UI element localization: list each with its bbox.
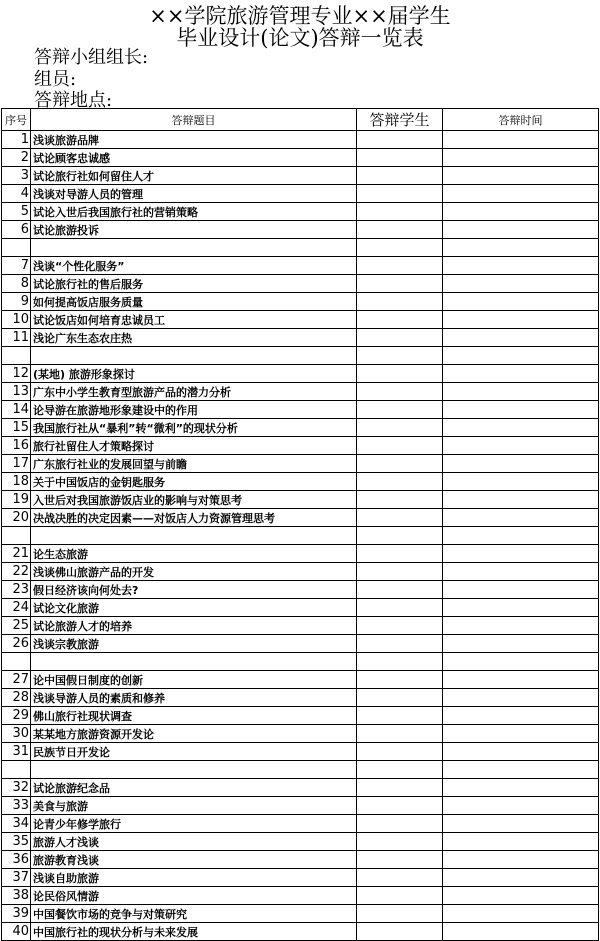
- table-row: [2, 671, 599, 689]
- row-topic-cell: 论生态旅游: [31, 545, 357, 563]
- row-student-cell: [357, 275, 443, 293]
- table-row: [2, 635, 599, 653]
- row-time-cell: [443, 815, 599, 833]
- row-topic-cell: 浅谈佛山旅游产品的开发: [31, 563, 357, 581]
- row-number-cell: 22: [2, 563, 31, 581]
- row-student-cell: [357, 923, 443, 941]
- row-number-cell: 4: [2, 185, 31, 203]
- row-number-cell: 17: [2, 455, 31, 473]
- row-number-cell: 36: [2, 851, 31, 869]
- row-number-cell: 33: [2, 797, 31, 815]
- row-number-cell: 18: [2, 473, 31, 491]
- document-title-line2: 毕业设计(论文)答辩一览表: [176, 26, 424, 50]
- table-row: [2, 689, 599, 707]
- row-time-cell: [443, 203, 599, 221]
- table-row: [2, 815, 599, 833]
- table-row: [2, 239, 599, 257]
- row-student-cell: [357, 779, 443, 797]
- row-number-cell: 2: [2, 149, 31, 167]
- row-time-cell: [443, 275, 599, 293]
- row-time-cell: [443, 743, 599, 761]
- table-row: [2, 545, 599, 563]
- document-title-line1: ××学院旅游管理专业××届学生: [149, 4, 451, 28]
- column-header-student: 答辩学生: [357, 109, 443, 131]
- table-row: [2, 743, 599, 761]
- row-student-cell: [357, 347, 443, 365]
- row-time-cell: [443, 365, 599, 383]
- row-topic-cell: 论中国假日制度的创新: [31, 671, 357, 689]
- row-student-cell: [357, 635, 443, 653]
- group-members-label: 组员:: [34, 69, 77, 90]
- row-time-cell: [443, 167, 599, 185]
- row-student-cell: [357, 905, 443, 923]
- row-time-cell: [443, 455, 599, 473]
- table-row: [2, 599, 599, 617]
- row-time-cell: [443, 419, 599, 437]
- row-topic-cell: 假日经济该向何处去?: [31, 581, 357, 599]
- table-row: [2, 347, 599, 365]
- row-student-cell: [357, 473, 443, 491]
- row-time-cell: [443, 257, 599, 275]
- row-time-cell: [443, 293, 599, 311]
- row-number-cell: 14: [2, 401, 31, 419]
- row-topic-cell: 试论顾客忠诚感: [31, 149, 357, 167]
- row-topic-cell: 中国餐饮市场的竞争与对策研究: [31, 905, 357, 923]
- row-time-cell: [443, 761, 599, 779]
- row-topic-cell: [31, 347, 357, 365]
- row-topic-cell: 中国旅行社的现状分析与未来发展: [31, 923, 357, 941]
- table-row: [2, 275, 599, 293]
- row-number-cell: 5: [2, 203, 31, 221]
- row-student-cell: [357, 599, 443, 617]
- row-time-cell: [443, 185, 599, 203]
- row-number-cell: [2, 347, 31, 365]
- table-row: [2, 257, 599, 275]
- row-number-cell: 12: [2, 365, 31, 383]
- row-student-cell: [357, 743, 443, 761]
- row-time-cell: [443, 833, 599, 851]
- table-row: [2, 131, 599, 149]
- row-number-cell: 25: [2, 617, 31, 635]
- row-time-cell: [443, 671, 599, 689]
- table-row: [2, 851, 599, 869]
- row-number-cell: 15: [2, 419, 31, 437]
- table-row: [2, 869, 599, 887]
- row-student-cell: [357, 455, 443, 473]
- column-header-number: 序号: [2, 109, 31, 131]
- row-student-cell: [357, 797, 443, 815]
- row-number-cell: 28: [2, 689, 31, 707]
- row-time-cell: [443, 221, 599, 239]
- row-number-cell: 24: [2, 599, 31, 617]
- row-time-cell: [443, 527, 599, 545]
- table-row: [2, 221, 599, 239]
- row-number-cell: [2, 761, 31, 779]
- row-number-cell: [2, 239, 31, 257]
- row-number-cell: 10: [2, 311, 31, 329]
- row-number-cell: 3: [2, 167, 31, 185]
- row-number-cell: 20: [2, 509, 31, 527]
- row-time-cell: [443, 491, 599, 509]
- row-number-cell: [2, 653, 31, 671]
- row-student-cell: [357, 149, 443, 167]
- row-topic-cell: 论民俗风情游: [31, 887, 357, 905]
- row-student-cell: [357, 293, 443, 311]
- row-topic-cell: 广东中小学生教育型旅游产品的潜力分析: [31, 383, 357, 401]
- row-student-cell: [357, 221, 443, 239]
- row-number-cell: 1: [2, 131, 31, 149]
- row-topic-cell: 我国旅行社从“暴利”转“微利”的现状分析: [31, 419, 357, 437]
- row-student-cell: [357, 257, 443, 275]
- table-body: [2, 131, 599, 941]
- table-row: [2, 185, 599, 203]
- row-time-cell: [443, 653, 599, 671]
- column-header-time: 答辩时间: [443, 109, 599, 131]
- row-student-cell: [357, 545, 443, 563]
- row-time-cell: [443, 617, 599, 635]
- row-time-cell: [443, 329, 599, 347]
- table-row: [2, 707, 599, 725]
- row-student-cell: [357, 509, 443, 527]
- row-topic-cell: 试论旅行社的售后服务: [31, 275, 357, 293]
- row-topic-cell: 浅谈导游人员的素质和修养: [31, 689, 357, 707]
- row-time-cell: [443, 707, 599, 725]
- table-header-row: [2, 109, 599, 131]
- row-topic-cell: 旅游教育浅谈: [31, 851, 357, 869]
- row-topic-cell: 试论饭店如何培育忠诚员工: [31, 311, 357, 329]
- row-topic-cell: 浅论广东生态农庄热: [31, 329, 357, 347]
- row-student-cell: [357, 653, 443, 671]
- table-row: [2, 329, 599, 347]
- row-number-cell: 32: [2, 779, 31, 797]
- table-row: [2, 203, 599, 221]
- row-topic-cell: 民族节日开发论: [31, 743, 357, 761]
- row-student-cell: [357, 833, 443, 851]
- table-row: [2, 887, 599, 905]
- table-row: [2, 491, 599, 509]
- row-student-cell: [357, 419, 443, 437]
- row-topic-cell: 佛山旅行社现状调查: [31, 707, 357, 725]
- row-student-cell: [357, 725, 443, 743]
- row-student-cell: [357, 185, 443, 203]
- row-number-cell: 30: [2, 725, 31, 743]
- row-student-cell: [357, 851, 443, 869]
- row-time-cell: [443, 401, 599, 419]
- row-number-cell: [2, 527, 31, 545]
- row-time-cell: [443, 347, 599, 365]
- row-number-cell: 26: [2, 635, 31, 653]
- row-student-cell: [357, 581, 443, 599]
- row-number-cell: 34: [2, 815, 31, 833]
- row-number-cell: 29: [2, 707, 31, 725]
- row-number-cell: 8: [2, 275, 31, 293]
- row-topic-cell: 旅游人才浅谈: [31, 833, 357, 851]
- row-number-cell: 39: [2, 905, 31, 923]
- table-row: [2, 473, 599, 491]
- group-leader-label: 答辩小组组长:: [34, 47, 149, 68]
- row-topic-cell: [31, 239, 357, 257]
- row-topic-cell: 试论旅游投诉: [31, 221, 357, 239]
- row-topic-cell: 论导游在旅游地形象建设中的作用: [31, 401, 357, 419]
- table-row: [2, 797, 599, 815]
- row-student-cell: [357, 707, 443, 725]
- row-topic-cell: 浅谈宗教旅游: [31, 635, 357, 653]
- row-topic-cell: 试论旅游纪念品: [31, 779, 357, 797]
- defense-location-label: 答辩地点:: [34, 90, 113, 111]
- row-time-cell: [443, 581, 599, 599]
- row-time-cell: [443, 239, 599, 257]
- row-time-cell: [443, 851, 599, 869]
- table-row: [2, 167, 599, 185]
- column-header-topic: 答辩题目: [31, 109, 357, 131]
- row-number-cell: 23: [2, 581, 31, 599]
- row-time-cell: [443, 689, 599, 707]
- row-topic-cell: 美食与旅游: [31, 797, 357, 815]
- row-time-cell: [443, 905, 599, 923]
- row-number-cell: 9: [2, 293, 31, 311]
- table-row: [2, 437, 599, 455]
- row-number-cell: 16: [2, 437, 31, 455]
- row-time-cell: [443, 869, 599, 887]
- table-row: [2, 401, 599, 419]
- row-student-cell: [357, 869, 443, 887]
- row-time-cell: [443, 311, 599, 329]
- row-number-cell: 6: [2, 221, 31, 239]
- row-student-cell: [357, 563, 443, 581]
- row-student-cell: [357, 311, 443, 329]
- row-topic-cell: [31, 527, 357, 545]
- row-topic-cell: 浅谈对导游人员的管理: [31, 185, 357, 203]
- row-student-cell: [357, 203, 443, 221]
- row-topic-cell: 试论入世后我国旅行社的营销策略: [31, 203, 357, 221]
- row-time-cell: [443, 887, 599, 905]
- row-topic-cell: [31, 653, 357, 671]
- row-topic-cell: 广东旅行社业的发展回望与前瞻: [31, 455, 357, 473]
- row-topic-cell: 论青少年修学旅行: [31, 815, 357, 833]
- table-row: [2, 293, 599, 311]
- row-number-cell: 37: [2, 869, 31, 887]
- table-row: [2, 149, 599, 167]
- row-topic-cell: 某某地方旅游资源开发论: [31, 725, 357, 743]
- table-row: [2, 923, 599, 941]
- row-time-cell: [443, 923, 599, 941]
- row-time-cell: [443, 797, 599, 815]
- row-topic-cell: [31, 761, 357, 779]
- row-number-cell: 11: [2, 329, 31, 347]
- row-number-cell: 38: [2, 887, 31, 905]
- row-number-cell: 21: [2, 545, 31, 563]
- table-row: [2, 509, 599, 527]
- row-topic-cell: 入世后对我国旅游饭店业的影响与对策思考: [31, 491, 357, 509]
- table-row: [2, 311, 599, 329]
- row-student-cell: [357, 131, 443, 149]
- row-topic-cell: 如何提高饭店服务质量: [31, 293, 357, 311]
- row-time-cell: [443, 473, 599, 491]
- row-topic-cell: 决战决胜的决定因素——对饭店人力资源管理思考: [31, 509, 357, 527]
- table-row: [2, 455, 599, 473]
- row-time-cell: [443, 509, 599, 527]
- row-student-cell: [357, 617, 443, 635]
- table-row: [2, 581, 599, 599]
- table-row: [2, 563, 599, 581]
- row-student-cell: [357, 887, 443, 905]
- row-time-cell: [443, 725, 599, 743]
- row-number-cell: 7: [2, 257, 31, 275]
- table-row: [2, 527, 599, 545]
- row-student-cell: [357, 437, 443, 455]
- row-student-cell: [357, 329, 443, 347]
- row-number-cell: 27: [2, 671, 31, 689]
- row-student-cell: [357, 671, 443, 689]
- table-row: [2, 779, 599, 797]
- row-time-cell: [443, 131, 599, 149]
- row-student-cell: [357, 491, 443, 509]
- row-time-cell: [443, 149, 599, 167]
- table-row: [2, 419, 599, 437]
- row-topic-cell: 试论文化旅游: [31, 599, 357, 617]
- row-time-cell: [443, 545, 599, 563]
- row-time-cell: [443, 635, 599, 653]
- row-number-cell: 13: [2, 383, 31, 401]
- row-number-cell: 19: [2, 491, 31, 509]
- table-row: [2, 905, 599, 923]
- row-time-cell: [443, 779, 599, 797]
- row-number-cell: 35: [2, 833, 31, 851]
- table-row: [2, 833, 599, 851]
- row-topic-cell: 试论旅行社如何留住人才: [31, 167, 357, 185]
- row-topic-cell: 浅谈自助旅游: [31, 869, 357, 887]
- table-row: [2, 761, 599, 779]
- row-student-cell: [357, 167, 443, 185]
- row-number-cell: 31: [2, 743, 31, 761]
- row-topic-cell: 浅谈旅游品牌: [31, 131, 357, 149]
- row-time-cell: [443, 383, 599, 401]
- row-topic-cell: 关于中国饭店的金钥匙服务: [31, 473, 357, 491]
- row-student-cell: [357, 689, 443, 707]
- row-time-cell: [443, 563, 599, 581]
- row-time-cell: [443, 437, 599, 455]
- row-time-cell: [443, 599, 599, 617]
- row-student-cell: [357, 365, 443, 383]
- row-student-cell: [357, 761, 443, 779]
- table-row: [2, 617, 599, 635]
- row-student-cell: [357, 527, 443, 545]
- table-row: [2, 383, 599, 401]
- row-topic-cell: (某地) 旅游形象探讨: [31, 365, 357, 383]
- row-topic-cell: 试论旅游人才的培养: [31, 617, 357, 635]
- table-row: [2, 365, 599, 383]
- row-student-cell: [357, 815, 443, 833]
- table-row: [2, 725, 599, 743]
- row-topic-cell: 浅谈“个性化服务”: [31, 257, 357, 275]
- table-row: [2, 653, 599, 671]
- row-student-cell: [357, 401, 443, 419]
- row-student-cell: [357, 383, 443, 401]
- row-topic-cell: 旅行社留住人才策略探讨: [31, 437, 357, 455]
- row-student-cell: [357, 239, 443, 257]
- row-number-cell: 40: [2, 923, 31, 941]
- defense-schedule-table: [1, 108, 599, 941]
